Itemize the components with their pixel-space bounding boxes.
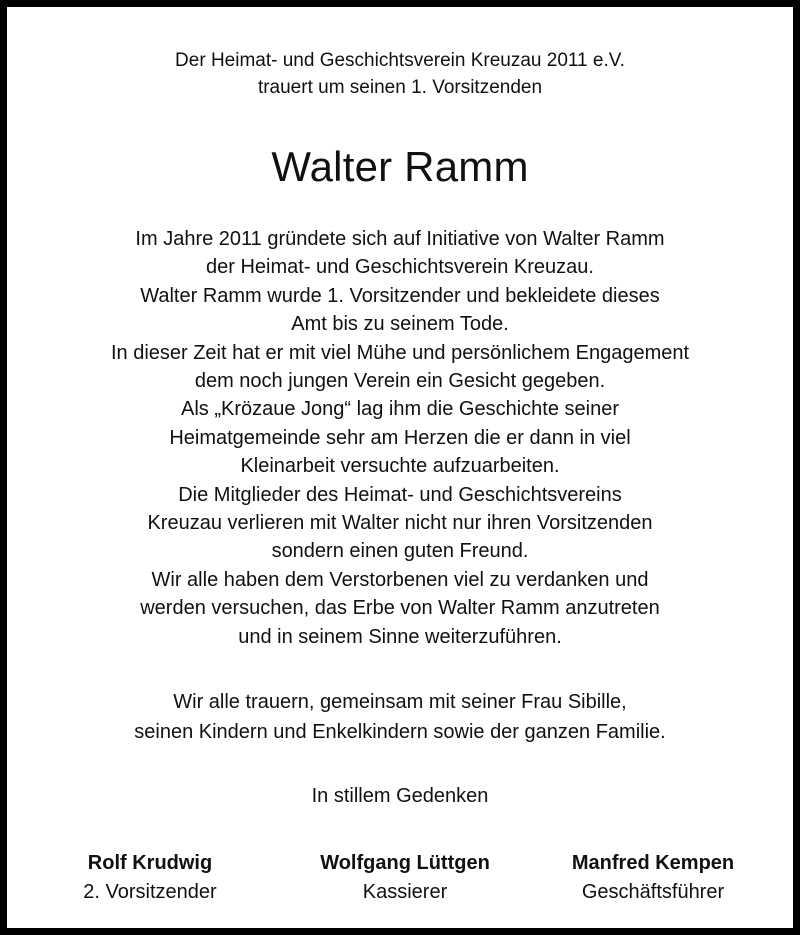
- signature-block: [285, 849, 525, 907]
- body-line: Als „Krözaue Jong“ lag ihm die Geschichte seiner: [181, 398, 619, 421]
- body-line: Walter Ramm wurde 1. Vorsitzender und bekleidete dieses: [140, 284, 660, 307]
- signatures: [7, 849, 793, 909]
- signer-role: Geschäftsführer: [581, 881, 725, 903]
- body-text: [7, 225, 793, 651]
- signer-name: Wolfgang Lüttgen: [320, 852, 490, 874]
- body-line: Im Jahre 2011 gründete sich auf Initiative von Walter Ramm: [135, 228, 665, 250]
- body-line: dem noch jungen Verein ein Gesicht gegeben.: [194, 370, 606, 393]
- body-line: Wir alle haben dem Verstorbenen viel zu verdanken und: [151, 568, 649, 591]
- in-memory-text: In stillem Gedenken: [311, 785, 489, 807]
- header-line: Der Heimat- und Geschichtsverein Kreuzau 2011 e.V.: [175, 50, 625, 71]
- body-line: In dieser Zeit hat er mit viel Mühe und persönlichem Engagement: [110, 341, 690, 364]
- body-line: Heimatgemeinde sehr am Herzen die er dann in viel: [169, 426, 631, 449]
- signer-name: Rolf Krudwig: [87, 852, 213, 874]
- signature-block: [30, 849, 270, 907]
- body-line: sondern einen guten Freund.: [271, 540, 529, 563]
- signer-role: Kassierer: [362, 881, 448, 903]
- closing-line: seinen Kindern und Enkelkindern sowie der ganzen Familie.: [134, 721, 666, 743]
- body-line: Kleinarbeit versuchte aufzuarbeiten.: [240, 455, 560, 478]
- closing-text: [7, 687, 793, 747]
- signer-role: 2. Vorsitzender: [83, 881, 217, 903]
- signature-block: [533, 849, 773, 907]
- body-line: der Heimat- und Geschichtsverein Kreuzau.: [206, 256, 594, 279]
- header-text: [7, 47, 793, 101]
- header-line: trauert um seinen 1. Vorsitzenden: [257, 77, 543, 98]
- body-line: Amt bis zu seinem Tode.: [291, 313, 509, 336]
- closing-line: Wir alle trauern, gemeinsam mit seiner Frau Sibille,: [173, 691, 627, 713]
- deceased-name: Walter Ramm: [271, 143, 529, 190]
- body-line: werden versuchen, das Erbe von Walter Ramm anzutreten: [140, 597, 660, 620]
- body-line: und in seinem Sinne weiterzuführen.: [238, 625, 562, 648]
- signer-name: Manfred Kempen: [571, 852, 735, 874]
- body-line: Kreuzau verlieren mit Walter nicht nur ihren Vorsitzenden: [147, 512, 653, 535]
- body-line: Die Mitglieder des Heimat- und Geschichtsvereins: [178, 483, 622, 506]
